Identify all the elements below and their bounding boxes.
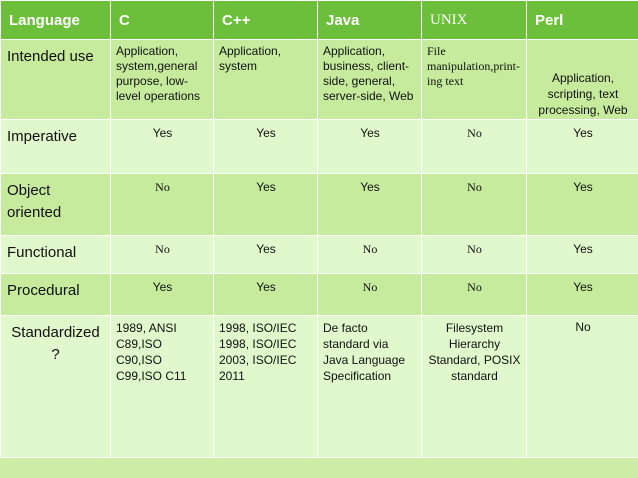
table-cell bbox=[527, 236, 638, 274]
cell-cpp-object-oriented: Yes bbox=[256, 180, 276, 194]
cell-cpp-standardized: 1998, ISO/IEC 1998, ISO/IEC 2003, ISO/IEC 2011 bbox=[219, 321, 297, 383]
row-functional bbox=[1, 236, 638, 274]
table-cell bbox=[318, 316, 422, 458]
table-cell bbox=[422, 40, 527, 120]
row-imperative bbox=[1, 120, 638, 174]
cell-unix-object-oriented: No bbox=[467, 180, 482, 194]
table-cell bbox=[111, 40, 214, 120]
row-label: Procedural bbox=[7, 282, 80, 299]
table-cell bbox=[111, 274, 214, 316]
row-label: Standardized ? bbox=[11, 324, 100, 363]
header-cell-language bbox=[1, 1, 111, 40]
header-cell-java bbox=[318, 1, 422, 40]
table-cell bbox=[527, 40, 638, 120]
row-label: Intended use bbox=[7, 48, 94, 65]
header-c-label: C bbox=[119, 11, 130, 29]
cell-java-standardized: De facto standard via Java Language Specification bbox=[323, 321, 406, 383]
row-label-cell bbox=[1, 316, 111, 458]
cell-cpp-imperative: Yes bbox=[256, 126, 276, 140]
row-label-cell bbox=[1, 174, 111, 236]
header-language-label: Language bbox=[9, 11, 80, 29]
cell-unix-standardized: Filesystem Hierarchy Standard, POSIX standard bbox=[428, 321, 521, 383]
table-cell bbox=[111, 174, 214, 236]
cell-perl-object-oriented: Yes bbox=[573, 180, 593, 194]
row-label: Functional bbox=[7, 244, 77, 261]
table-cell bbox=[111, 120, 214, 174]
row-label: Imperative bbox=[7, 128, 78, 145]
row-intended-use bbox=[1, 40, 638, 120]
table-cell bbox=[422, 174, 527, 236]
table-cell bbox=[111, 316, 214, 458]
cell-c-procedural: Yes bbox=[152, 280, 173, 294]
cell-cpp-functional: Yes bbox=[256, 242, 276, 256]
cell-java-intended-use: Application, business, client-side, general, server-side, Web bbox=[323, 44, 414, 103]
row-procedural bbox=[1, 274, 638, 316]
cell-c-functional: No bbox=[155, 242, 170, 256]
header-perl-label: Perl bbox=[535, 11, 564, 29]
header-java-label: Java bbox=[326, 11, 360, 29]
table-cell bbox=[527, 316, 638, 458]
cell-java-imperative: Yes bbox=[360, 126, 380, 140]
table-cell bbox=[318, 120, 422, 174]
table-cell bbox=[422, 236, 527, 274]
row-label-cell bbox=[1, 40, 111, 120]
cell-cpp-procedural: Yes bbox=[256, 280, 276, 294]
cell-unix-procedural: No bbox=[467, 280, 482, 294]
table-cell bbox=[318, 274, 422, 316]
header-cpp-label: C++ bbox=[222, 11, 251, 29]
table-cell bbox=[422, 274, 527, 316]
cell-unix-intended-use: File manipulation,print-ing text bbox=[427, 44, 520, 88]
row-label-cell bbox=[1, 274, 111, 316]
table-cell bbox=[214, 274, 318, 316]
cell-java-functional: No bbox=[362, 242, 378, 256]
table-cell bbox=[318, 40, 422, 120]
header-unix-label: UNIX bbox=[430, 11, 468, 28]
table-cell bbox=[318, 236, 422, 274]
row-standardized bbox=[1, 316, 638, 458]
cell-c-imperative: Yes bbox=[152, 126, 173, 140]
cell-perl-functional: Yes bbox=[573, 242, 593, 256]
table-cell bbox=[318, 174, 422, 236]
header-cell-c bbox=[111, 1, 214, 40]
table-cell bbox=[527, 120, 638, 174]
table-cell bbox=[422, 120, 527, 174]
cell-perl-intended-use: Application, scripting, text processing, Web bbox=[538, 71, 628, 117]
table-cell bbox=[111, 236, 214, 274]
table-cell bbox=[214, 236, 318, 274]
cell-perl-procedural: Yes bbox=[573, 280, 593, 294]
cell-java-object-oriented: Yes bbox=[360, 180, 380, 194]
header-cell-cpp bbox=[214, 1, 318, 40]
cell-perl-imperative: Yes bbox=[573, 126, 593, 140]
cell-java-procedural: No bbox=[362, 280, 378, 294]
cell-c-standardized: 1989, ANSI C89,ISO C90,ISO C99,ISO C11 bbox=[116, 321, 187, 383]
header-row bbox=[1, 1, 638, 40]
header-cell-unix bbox=[422, 1, 527, 40]
table-cell bbox=[527, 174, 638, 236]
row-label-cell bbox=[1, 236, 111, 274]
row-label: Object oriented bbox=[7, 182, 62, 221]
table-cell bbox=[214, 174, 318, 236]
cell-unix-imperative: No bbox=[467, 126, 482, 140]
header-cell-perl bbox=[527, 1, 638, 40]
cell-c-object-oriented: No bbox=[155, 180, 170, 194]
table-cell bbox=[214, 40, 318, 120]
cell-perl-standardized: No bbox=[575, 320, 591, 334]
cell-c-intended-use: Application, system,general purpose, low-level operations bbox=[116, 44, 201, 103]
table-cell bbox=[214, 316, 318, 458]
row-label-cell bbox=[1, 120, 111, 174]
table-cell bbox=[527, 274, 638, 316]
table-cell bbox=[422, 316, 527, 458]
row-object-oriented bbox=[1, 174, 638, 236]
cell-unix-functional: No bbox=[467, 242, 482, 256]
table-cell bbox=[214, 120, 318, 174]
cell-cpp-intended-use: Application, system bbox=[219, 44, 282, 73]
